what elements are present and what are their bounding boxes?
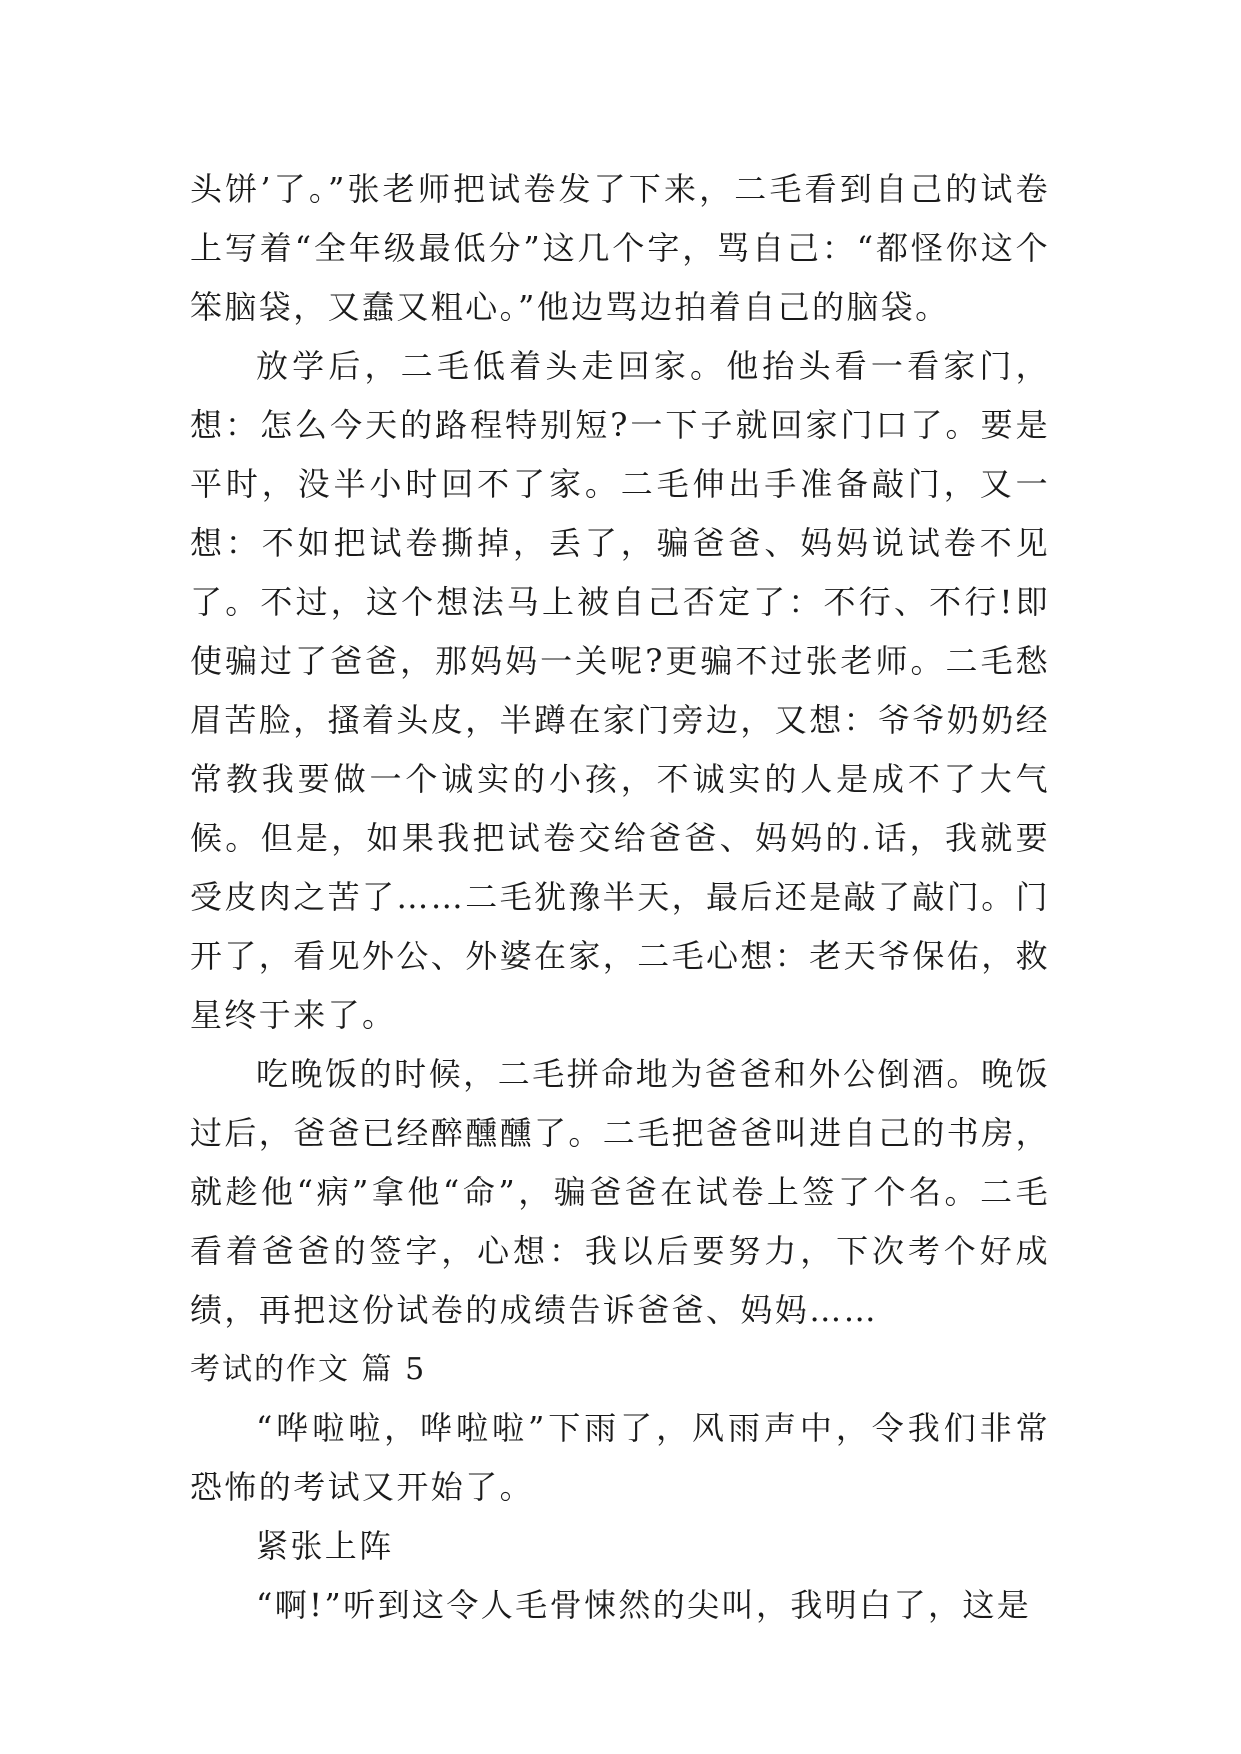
paragraph-continued: 头饼’了。”张老师把试卷发了下来，二毛看到自己的试卷上写着“全年级最低分”这几个字，骂自己：“都怪你这个笨脑袋，又蠢又粗心。”他边骂边拍着自己的脑袋。 — [190, 170, 1050, 326]
subheading: 紧张上阵 — [256, 1527, 394, 1565]
paragraph-rain: “哗啦啦，哗啦啦”下雨了，风雨声中，令我们非常恐怖的考试又开始了。 — [190, 1409, 1050, 1506]
paragraph-walking-home: 放学后，二毛低着头走回家。他抬头看一看家门，想：怎么今天的路程特别短?一下子就回家门口了。要是平时，没半小时回不了家。二毛伸出手准备敲门，又一想：不如把试卷撕掉，丢了，骗爸爸、妈妈说试卷不见了。不过，这个想法马上被自己否定了：不行、不行!即使骗过了爸爸，那妈妈一关呢?更骗不过张老师。二毛愁眉苦脸，搔着头皮，半蹲在家门旁边，又想：爷爷奶奶经常教我要做一个诚实的小孩，不诚实的人是成不了大气候。但是，如果我把试卷交给爸爸、妈妈的.话，我就要受皮肉之苦了……二毛犹豫半天，最后还是敲了敲门。门开了，看见外公、外婆在家，二毛心想：老天爷保佑，救星终于来了。 — [190, 347, 1051, 1034]
essay-text-column — [190, 160, 1050, 1635]
paragraph-dinner: 吃晚饭的时候，二毛拼命地为爸爸和外公倒酒。晚饭过后，爸爸已经醉醺醺了。二毛把爸爸叫进自己的书房，就趁他“病”拿他“命”，骗爸爸在试卷上签了个名。二毛看着爸爸的签字，心想：我以后要努力，下次考个好成绩，再把这份试卷的成绩告诉爸爸、妈妈…… — [190, 1055, 1051, 1329]
paragraph-scream: “啊!”听到这令人毛骨悚然的尖叫，我明白了，这是 — [256, 1586, 1032, 1624]
section-title: 考试的作文 篇 5 — [190, 1352, 427, 1387]
